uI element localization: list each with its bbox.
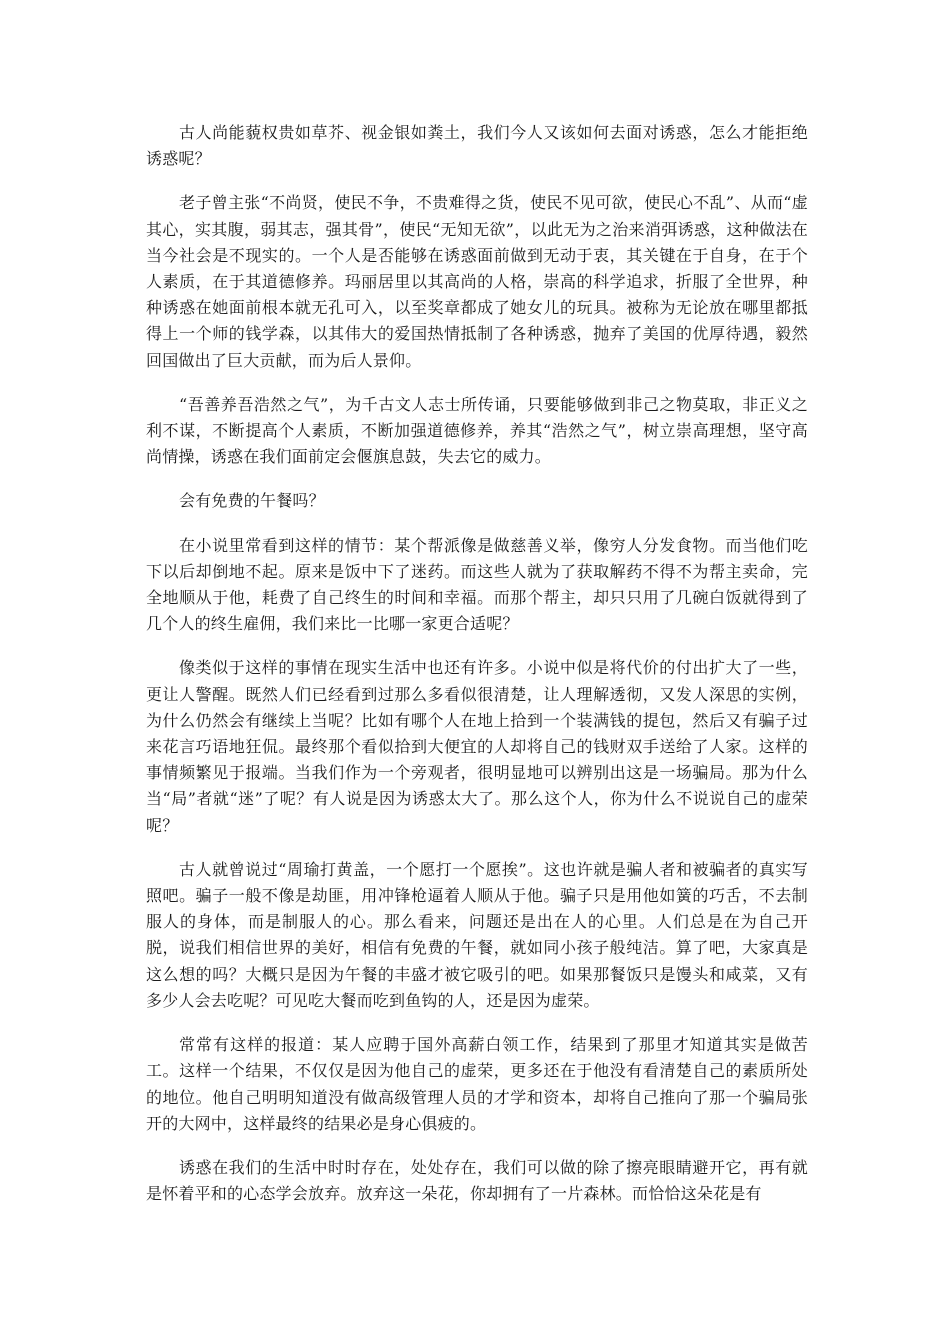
paragraph-2: 老子曾主张“不尚贤，使民不争，不贵难得之货，使民不见可欲，使民心不乱”、从而“虚其心，实其腹，弱其志，强其骨”，使民“无知无欲”，以此无为之治来消弭诱惑，这种做法在当今社会是不现实的。一个人是否能够在诱惑面前做到无动于衷，其关键在于自身，在于个人素质，在于其道德修养。玛丽居里以其高尚的人格，崇高的科学追求，折服了全世界，种种诱惑在她面前根本就无孔可入，以至奖章都成了她女儿的玩具。被称为无论放在哪里都抵得上一个师的钱学森，以其伟大的爱国热情抵制了各种诱惑，抛弃了美国的优厚待遇，毅然回国做出了巨大贡献，而为后人景仰。 [146, 193, 808, 370]
paragraph-8: 常常有这样的报道：某人应聘于国外高薪白领工作，结果到了那里才知道其实是做苦工。这样一个结果，不仅仅是因为他自己的虚荣，更多还在于他没有看清楚自己的素质所处的地位。他自己明明知道没有做高级管理人员的才学和资本，却将自己推向了那一个骗局张开的大网中，这样最终的结果必是身心俱疲的。 [146, 1035, 808, 1133]
paragraph-3: “吾善养吾浩然之气”，为千古文人志士所传诵，只要能够做到非己之物莫取，非正义之利不谋，不断提高个人素质，不断加强道德修养，养其“浩然之气”，树立崇高理想，坚守高尚情操，诱惑在我们面前定会偃旗息鼓，失去它的威力。 [146, 394, 808, 467]
paragraph-9: 诱惑在我们的生活中时时存在，处处存在，我们可以做的除了擦亮眼睛避开它，再有就是怀着平和的心态学会放弃。放弃这一朵花，你却拥有了一片森林。而恰恰这朵花是有 [146, 1157, 808, 1204]
document-page [146, 120, 808, 1225]
section-heading-free-lunch: 会有免费的午餐吗？ [179, 491, 325, 511]
paragraph-1: 古人尚能藐权贵如草芥、视金银如粪土，我们今人又该如何去面对诱惑，怎么才能拒绝诱惑呢？ [146, 123, 808, 169]
paragraph-5: 在小说里常看到这样的情节：某个帮派像是做慈善义举，像穷人分发食物。而当他们吃下以后却倒地不起。原来是饭中下了迷药。而这些人就为了获取解药不得不为帮主卖命，完全地顺从于他，耗费了自己终生的时间和幸福。而那个帮主，却只只用了几碗白饭就得到了几个人的终生雇佣，我们来比一比哪一家更合适呢？ [146, 535, 808, 634]
paragraph-7: 古人就曾说过“周瑜打黄盖，一个愿打一个愿挨”。这也许就是骗人者和被骗者的真实写照吧。骗子一般不像是劫匪，用冲锋枪逼着人顺从于他。骗子只是用他如簧的巧舌，不去制服人的身体，而是制服人的心。那么看来，问题还是出在人的心里。人们总是在为自己开脱，说我们相信世界的美好，相信有免费的午餐，就如同小孩子般纯洁。算了吧，大家真是这么想的吗？大概只是因为午餐的丰盛才被它吸引的吧。如果那餐饭只是馒头和咸菜，又有多少人会去吃呢？可见吃大餐而吃到鱼钩的人，还是因为虚荣。 [146, 859, 808, 1010]
paragraph-6: 像类似于这样的事情在现实生活中也还有许多。小说中似是将代价的付出扩大了一些，更让人警醒。既然人们已经看到过那么多看似很清楚，让人理解透彻，又发人深思的实例，为什么仍然会有继续上当呢？比如有哪个人在地上拾到一个装满钱的提包，然后又有骗子过来花言巧语地狂侃。最终那个看似拾到大便宜的人却将自己的钱财双手送给了人家。这样的事情频繁见于报端。当我们作为一个旁观者，很明显地可以辨别出这是一场骗局。那为什么当“局”者就“迷”了呢？有人说是因为诱惑太大了。那么这个人，你为什么不说说自己的虚荣呢？ [146, 658, 808, 835]
